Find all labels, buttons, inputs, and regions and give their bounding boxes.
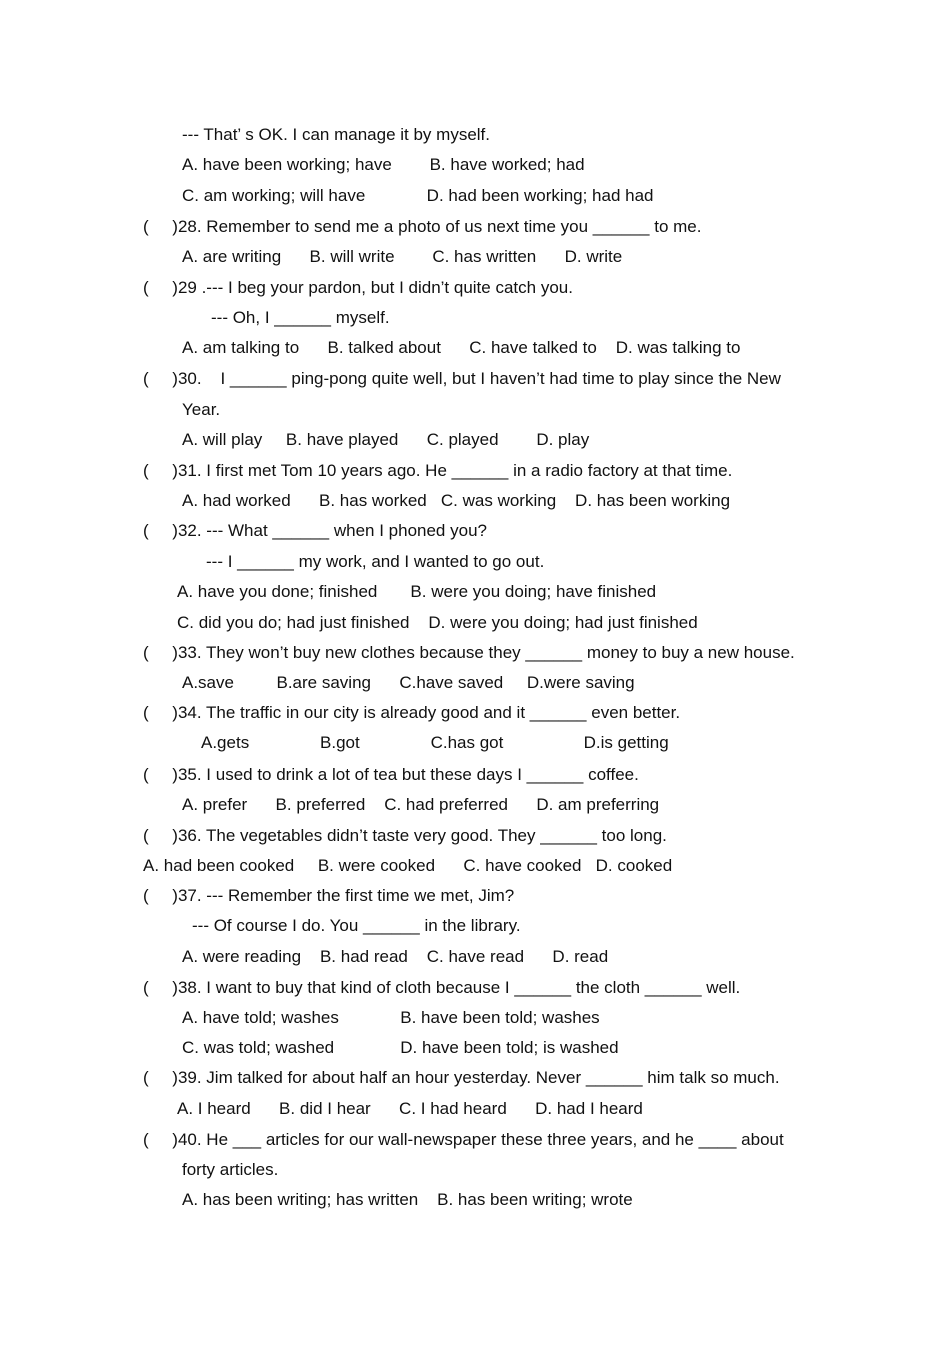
question-36: ( )36. The vegetables didn’t taste very good. They ______ too long.	[143, 826, 667, 845]
question-28: ( )28. Remember to send me a photo of us next time you ______ to me.	[143, 217, 702, 236]
text-line: Year.	[182, 400, 221, 419]
text-line: --- I ______ my work, and I wanted to go out.	[206, 552, 545, 571]
question-32: ( )32. --- What ______ when I phoned you?	[143, 521, 487, 540]
question-37: ( )37. --- Remember the first time we met, Jim?	[143, 886, 515, 905]
text-line: --- That’ s OK. I can manage it by myself.	[182, 125, 490, 144]
text-line: A. will play B. have played C. played D. play	[182, 430, 590, 449]
question-33: ( )33. They won’t buy new clothes because they ______ money to buy a new house.	[143, 643, 795, 662]
text-line: A. has been writing; has written B. has been writing; wrote	[182, 1190, 633, 1209]
text-line: A. are writing B. will write C. has written D. write	[182, 247, 623, 266]
question-39: ( )39. Jim talked for about half an hour yesterday. Never ______ him talk so much.	[143, 1068, 780, 1087]
question-29: ( )29 .--- I beg your pardon, but I didn’t quite catch you.	[143, 278, 573, 297]
text-line: C. was told; washed D. have been told; is washed	[182, 1038, 619, 1057]
question-34: ( )34. The traffic in our city is already good and it ______ even better.	[143, 703, 681, 722]
text-line: A. were reading B. had read C. have read D. read	[182, 947, 609, 966]
text-line: A. have told; washes B. have been told; washes	[182, 1008, 600, 1027]
question-31: ( )31. I first met Tom 10 years ago. He ______ in a radio factory at that time.	[143, 461, 733, 480]
text-line: A. had been cooked B. were cooked C. have cooked D. cooked	[143, 856, 673, 875]
text-line: A.save B.are saving C.have saved D.were saving	[182, 673, 635, 692]
text-line: C. did you do; had just finished D. were you doing; had just finished	[177, 613, 698, 632]
text-line: A. am talking to B. talked about C. have talked to D. was talking to	[182, 338, 741, 357]
text-line: A. have you done; finished B. were you doing; have finished	[177, 582, 657, 601]
text-line: A.gets B.got C.has got D.is getting	[201, 733, 669, 752]
text-line: --- Of course I do. You ______ in the library.	[192, 916, 521, 935]
text-line: A. have been working; have B. have worked; had	[182, 155, 585, 174]
text-line: C. am working; will have D. had been working; had had	[182, 186, 654, 205]
question-30: ( )30. I ______ ping-pong quite well, but I haven’t had time to play since the New	[143, 369, 781, 388]
text-line: A. had worked B. has worked C. was working D. has been working	[182, 491, 731, 510]
question-38: ( )38. I want to buy that kind of cloth because I ______ the cloth ______ well.	[143, 978, 741, 997]
text-line: --- Oh, I ______ myself.	[211, 308, 390, 327]
question-40: ( )40. He ___ articles for our wall-newspaper these three years, and he ____ about	[143, 1130, 784, 1149]
text-line: A. I heard B. did I hear C. I had heard D. had I heard	[177, 1099, 643, 1118]
question-35: ( )35. I used to drink a lot of tea but these days I ______ coffee.	[143, 765, 639, 784]
text-line: forty articles.	[182, 1160, 279, 1179]
text-line: A. prefer B. preferred C. had preferred D. am preferring	[182, 795, 660, 814]
